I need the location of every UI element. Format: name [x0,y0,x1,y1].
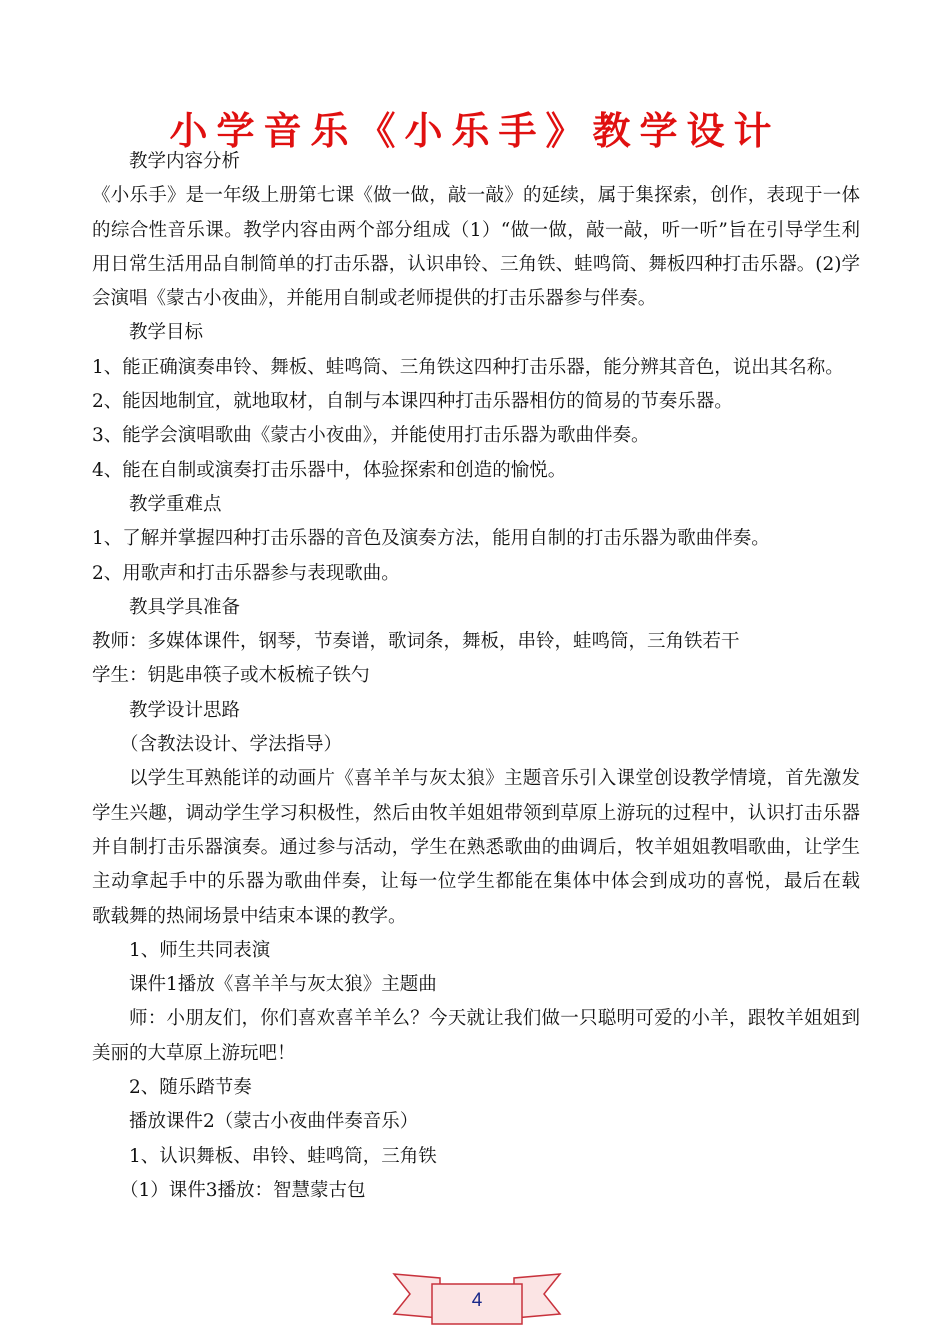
paragraph-line: 的综合性音乐课。教学内容由两个部分组成（1）“做一做，敲一敲，听一听”旨在引导学生利 [92,219,860,241]
design-idea-note: （含教法设计、学法指导） [120,734,343,756]
paragraph-line: 学生兴趣，调动学生学习积极性，然后由牧羊姐姐带领到草原上游玩的过程中，认识打击乐器 [92,802,860,824]
page-number: 4 [471,1290,483,1311]
objective-item: 2、能因地制宜，就地取材，自制与本课四种打击乐器相仿的简易的节奏乐器。 [92,391,733,413]
step-heading: 2、随乐踏节奏 [129,1077,252,1099]
materials-student: 学生：钥匙串筷子或木板梳子铁勺 [92,665,370,687]
step-heading: 1、认识舞板、串铃、蛙鸣筒，三角铁 [129,1145,437,1167]
paragraph-line: 歌载舞的热闹场景中结束本课的教学。 [92,905,407,927]
page-number-ribbon [392,1268,562,1328]
paragraph-line: 师：小朋友们，你们喜欢喜羊羊么？今天就让我们做一只聪明可爱的小羊，跟牧羊姐姐到 [129,1008,860,1030]
objective-item: 3、能学会演唱歌曲《蒙古小夜曲》，并能使用打击乐器为歌曲伴奏。 [92,425,650,447]
objective-item: 4、能在自制或演奏打击乐器中，体验探索和创造的愉悦。 [92,459,567,481]
heading-design-idea: 教学设计思路 [129,699,241,721]
paragraph-line: 并自制打击乐器演奏。通过参与活动，学生在熟悉歌曲的曲调后，牧羊姐姐教唱歌曲，让学生 [92,836,860,858]
heading-content-analysis: 教学内容分析 [129,151,241,172]
paragraph-line: 会演唱《蒙古小夜曲》，并能用自制或老师提供的打击乐器参与伴奏。 [92,288,657,310]
step-line: 课件1播放《喜羊羊与灰太狼》主题曲 [129,974,437,996]
paragraph-line: 用日常生活用品自制简单的打击乐器，认识串铃、三角铁、蛙鸣筒、舞板四种打击乐器。(2)学 [92,253,860,275]
key-point-item: 2、用歌声和打击乐器参与表现歌曲。 [92,562,400,584]
materials-teacher: 教师：多媒体课件，钢琴，节奏谱，歌词条，舞板，串铃，蛙鸣筒，三角铁若干 [92,631,740,653]
step-heading: 1、师生共同表演 [129,939,271,961]
heading-materials: 教具学具准备 [129,596,241,618]
heading-key-points: 教学重难点 [129,493,222,515]
paragraph-line: 美丽的大草原上游玩吧！ [92,1042,296,1064]
heading-objectives: 教学目标 [129,322,204,344]
paragraph-line: 《小乐手》是一年级上册第七课《做一做，敲一敲》的延续，属于集探索，创作，表现于一体 [92,185,860,207]
document-title: 小学音乐《小乐手》教学设计 [169,109,781,153]
document-body [92,145,860,1208]
key-point-item: 1、了解并掌握四种打击乐器的音色及演奏方法，能用自制的打击乐器为歌曲伴奏。 [92,528,770,550]
step-line: 播放课件2（蒙古小夜曲伴奏音乐） [129,1111,419,1133]
paragraph-line: 以学生耳熟能详的动画片《喜羊羊与灰太狼》主题音乐引入课堂创设教学情境，首先激发 [129,768,860,790]
objective-item: 1、能正确演奏串铃、舞板、蛙鸣筒、三角铁这四种打击乐器，能分辨其音色，说出其名称。 [92,356,844,378]
step-line: （1）课件3播放：智慧蒙古包 [120,1179,366,1201]
paragraph-line: 主动拿起手中的乐器为歌曲伴奏，让每一位学生都能在集体中体会到成功的喜悦，最后在载 [92,871,860,893]
